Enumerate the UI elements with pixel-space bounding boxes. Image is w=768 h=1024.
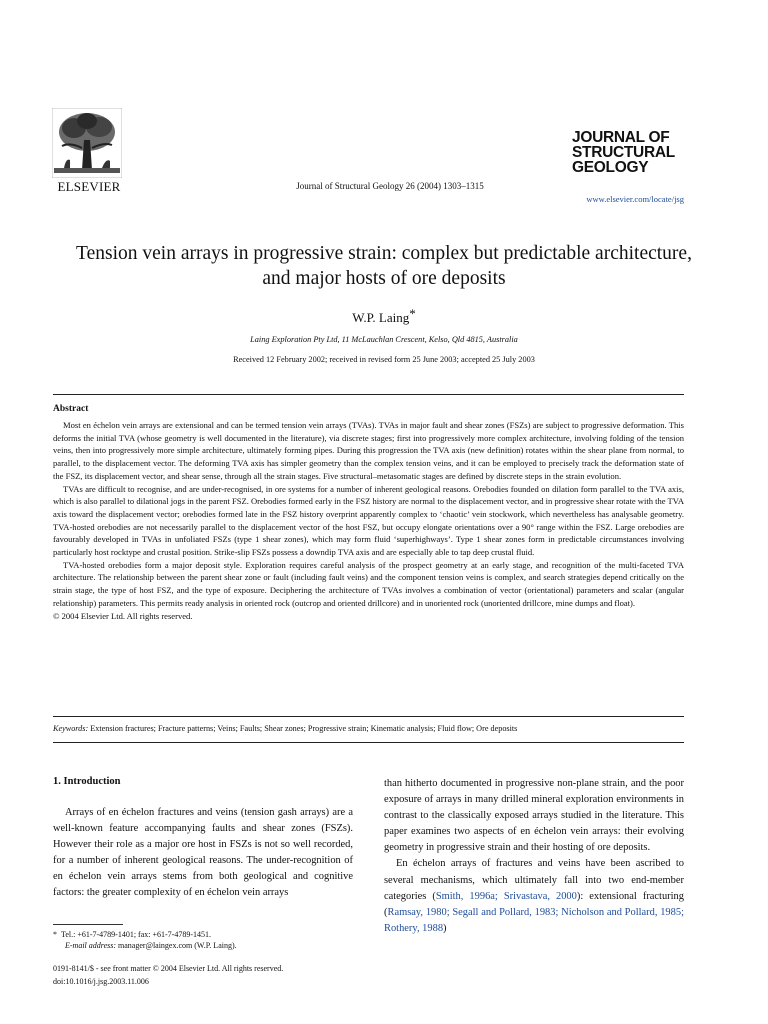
- author-footnote-mark[interactable]: *: [409, 306, 416, 321]
- received-dates: Received 12 February 2002; received in revised form 25 June 2003; accepted 25 July 2003: [233, 355, 535, 364]
- journal-citation: Journal of Structural Geology 26 (2004) 1303–1315: [296, 181, 484, 191]
- paragraph-text: En échelon arrays of fractures and veins have been ascribed to several mechanisms, which ultimately fall into two end-member categories (: [384, 858, 684, 902]
- email-label: E-mail address:: [65, 941, 117, 950]
- footnote-contact: [53, 929, 353, 940]
- doi-line[interactable]: doi:10.1016/j.jsg.2003.11.006: [53, 976, 149, 986]
- journal-url-link[interactable]: www.elsevier.com/locate/jsg: [586, 194, 684, 204]
- author-name-text: W.P. Laing: [352, 310, 410, 325]
- reference-link[interactable]: Ramsay, 1980; Segall and Pollard, 1983; Nicholson and Pollard, 1985; Rothery, 1988: [384, 906, 684, 934]
- abstract-copyright: © 2004 Elsevier Ltd. All rights reserved.: [53, 610, 193, 621]
- journal-logo-line: GEOLOGY: [572, 159, 649, 176]
- footnote-mark: *: [53, 930, 57, 939]
- elsevier-tree-icon: [52, 108, 122, 178]
- journal-logo-line: STRUCTURAL: [572, 144, 675, 161]
- journal-logo-line: JOURNAL OF: [572, 129, 670, 146]
- email-address[interactable]: manager@laingex.com (W.P. Laing).: [118, 941, 237, 950]
- divider-bottom: [53, 742, 684, 743]
- article-title: Tension vein arrays in progressive strain: complex but predictable architecture, and major hosts of ore deposits: [76, 243, 692, 289]
- journal-logo: [572, 130, 692, 175]
- elsevier-logo: [52, 108, 122, 178]
- author-footnote: [53, 929, 353, 951]
- body-column-right: [384, 776, 684, 937]
- issn-line: 0191-8141/$ - see front matter © 2004 Elsevier Ltd. All rights reserved.: [53, 964, 284, 973]
- intro-paragraph: Arrays of en échelon fractures and veins (tension gash arrays) are a well-known feature accompanying faults and shear zones (FSZs). However their role as a major ore host in FSZs is not so well recorded, for a number of inherent geological reasons. The under-recognition of en échelon vein arrays stems from both geological and cognitive factors: the greater complexity of en échelon vein arrays: [53, 807, 353, 899]
- intro-paragraph-continued: than hitherto documented in progressive non-plane strain, and the poor exposure of arrays in many drilled mineral exploration environments in contrast to the classically exposed arrays studied in the literature. This paper examines two aspects of en échelon vein arrays: their evolving geometry in progressive strain and their hosting of ore deposits.: [384, 778, 684, 854]
- body-column-left: [53, 776, 353, 902]
- publisher-name: ELSEVIER: [57, 179, 121, 194]
- front-matter: [53, 963, 393, 988]
- paragraph-text: ): extensional fracturing (: [384, 890, 684, 918]
- keywords-list: Extension fractures; Fracture patterns; Veins; Faults; Shear zones; Progressive strain; Kinematic analysis; Fluid flow; Ore deposits: [90, 724, 518, 733]
- abstract-body: [53, 419, 684, 622]
- paragraph-text: ): [443, 922, 447, 934]
- abstract-paragraph: Most en échelon vein arrays are extensional and can be termed tension vein arrays (TVAs). TVAs in major fault and shear zones (FSZs) are subject to progressive deformation. This deforms the initial TVA (whose geometry is well documented in the literature), via discrete stages; first into progressively more complex architecture, involving folding of the tension veins, then into progressively more simple architecture, ultimately forming pipes. During this progression the TVA axis (new definition) rotates within the shear plane from normal, to parallel, to the displacement vector. The deforming TVA axis has simpler geometry than the complex tension veins, and it can be employed to precisely track the deformation state of the FSZ, its displacement vector, and shear sense, through all the strain stages. Five structural–metasomatic stages are defined by discrete steps in the strain evolution.: [53, 420, 684, 481]
- keywords: [53, 723, 684, 735]
- abstract-paragraph: TVAs are difficult to recognise, and are under-recognised, in ore systems for a number of inherent geological reasons. Orebodies founded on dilation form parallel to the TVA axis, which is also parallel to dilational jogs in the parent FSZ. Orebodies formed early in the FSZ history are normal to the displacement vector, and in progressive shear rotate with the TVA axis toward the displacement vector; orebodies formed late in the FSZ history overprint apparently complex to ‘chaotic’ vein stockwork, which nevertheless has analysable geometry. TVA-hosted orebodies are not necessarily parallel to the displacement vector of the host FSZ, but occupy elongate orientations over a 90° range within the FSZ. Large orebodies are favourably developed in TVAs in unfoliated FSZs (type 1 shear zones), which may form fluid ‘superhighways’. Type 1 shear zones form in predictable circumstances involving particularly host rocktype and crustal position. Strike-slip FSZs possess a downdip TVA axis and are especially able to tap deep crustal fluid.: [53, 483, 684, 558]
- keywords-label: Keywords:: [53, 724, 89, 733]
- author-affiliation: Laing Exploration Pty Ltd, 11 McLauchlan Crescent, Kelso, Qld 4815, Australia: [250, 335, 518, 344]
- section-heading: 1. Introduction: [53, 776, 121, 787]
- author-name: [234, 306, 534, 326]
- footnote-phone: Tel.: +61-7-4789-1401; fax: +61-7-4789-1451.: [61, 930, 211, 939]
- reference-link[interactable]: Smith, 1996a; Srivastava, 2000: [435, 890, 577, 902]
- footnote-email: [53, 940, 353, 951]
- abstract-paragraph: TVA-hosted orebodies form a major deposit style. Exploration requires careful analysis of the prospect geometry at an early stage, and recognition of the multi-faceted TVA architecture. The relationship between the parent shear zone or fault (including fault veins) and the component tension veins is complex, and search strategies depend critically on the strain stage, the type of host FSZ, and the type of exposure. Deciphering the architecture of TVAs involves a combination of vector (orientational) parameters and scalar (angular relationship) parameters. This permits ready analysis in oriented rock (outcrop and oriented drillcore) and in unoriented rock (unoriented drillcore, mine dumps and float).: [53, 559, 684, 608]
- footnote-divider: [53, 924, 123, 925]
- divider-keywords: [53, 716, 684, 717]
- abstract-heading: Abstract: [53, 404, 89, 414]
- divider-top: [53, 394, 684, 395]
- intro-paragraph: [384, 856, 684, 936]
